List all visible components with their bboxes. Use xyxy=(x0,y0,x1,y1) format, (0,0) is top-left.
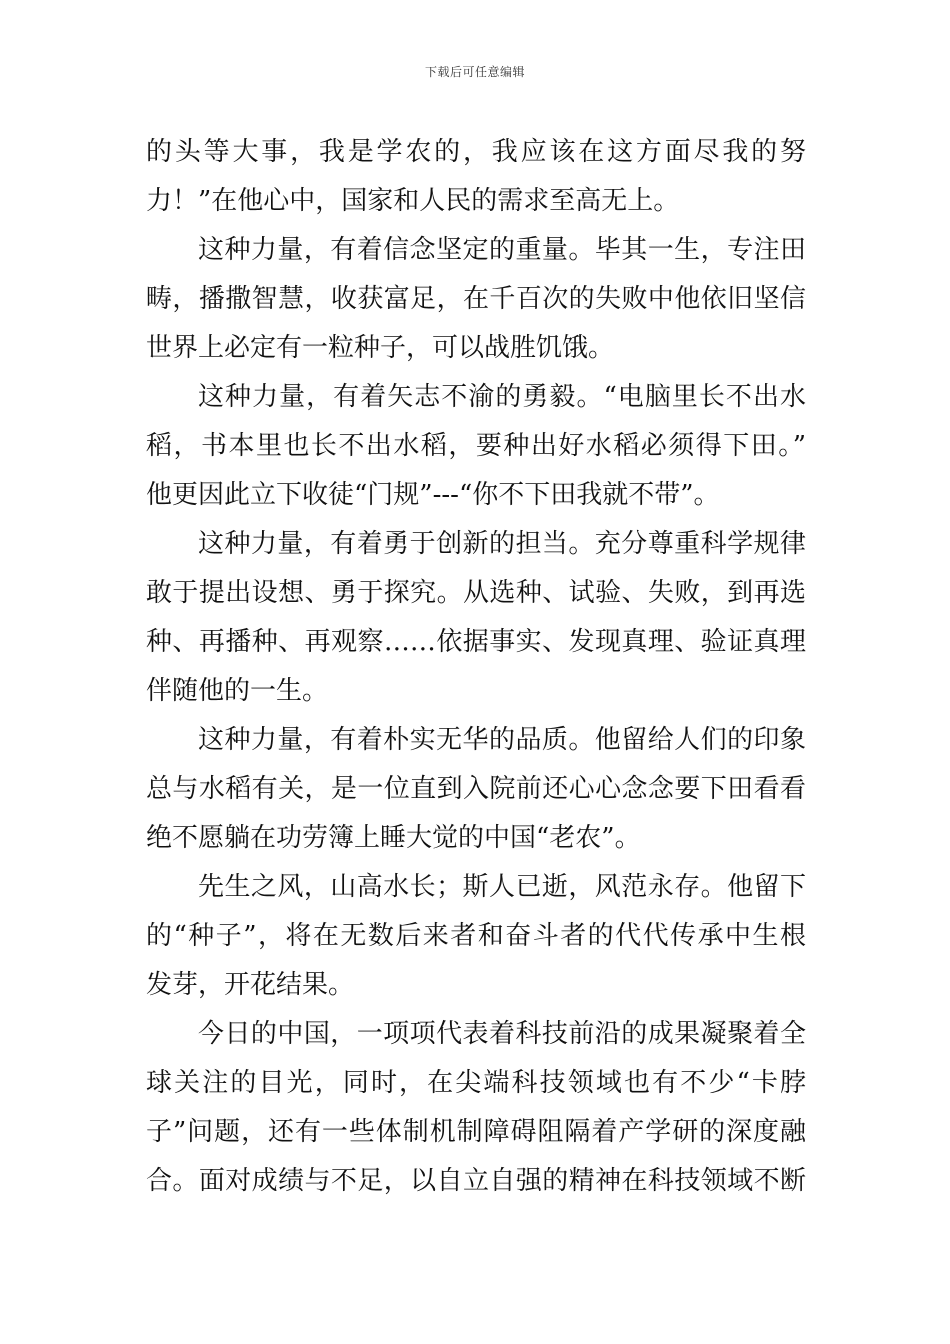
text-line: 敢于提出设想、勇于探究。从选种、试验、失败，到再选 xyxy=(146,578,806,608)
text-line: 的头等大事，我是学农的，我应该在这方面尽我的努 xyxy=(146,137,806,167)
text-line: 力！”在他心中，国家和人民的需求至高无上。 xyxy=(146,186,680,216)
paragraph xyxy=(146,373,806,520)
text-line: 他更因此立下收徒“门规”---“你不下田我就不带”。 xyxy=(146,480,720,510)
text-line: 合。面对成绩与不足，以自立自强的精神在科技领域不断 xyxy=(146,1166,806,1196)
text-line: 发芽，开花结果。 xyxy=(146,970,355,1000)
text-line: 伴随他的一生。 xyxy=(146,676,329,706)
paragraph xyxy=(146,520,806,716)
text-line: 世界上必定有一粒种子，可以战胜饥饿。 xyxy=(146,333,615,363)
document-body xyxy=(146,128,806,1206)
text-line: 先生之风，山高水长；斯人已逝，风范永存。他留下 xyxy=(198,872,806,902)
text-line: 这种力量，有着朴实无华的品质。他留给人们的印象 xyxy=(198,725,806,755)
paragraph xyxy=(146,128,806,226)
page-header-note: 下载后可任意编辑 xyxy=(424,65,525,79)
text-line: 总与水稻有关，是一位直到入院前还心心念念要下田看看 xyxy=(146,774,806,804)
text-line: 这种力量，有着勇于创新的担当。充分尊重科学规律 xyxy=(198,529,806,559)
text-line: 今日的中国，一项项代表着科技前沿的成果凝聚着全 xyxy=(198,1019,806,1049)
text-line: 子”问题，还有一些体制机制障碍阻隔着产学研的深度融 xyxy=(146,1117,806,1147)
text-line: 稻，书本里也长不出水稻，要种出好水稻必须得下田。” xyxy=(146,431,806,461)
text-line: 种、再播种、再观察……依据事实、发现真理、验证真理 xyxy=(146,627,806,657)
paragraph xyxy=(146,863,806,1010)
text-line: 这种力量，有着矢志不渝的勇毅。“电脑里长不出水 xyxy=(198,382,806,412)
text-line: 畴，播撒智慧，收获富足，在千百次的失败中他依旧坚信 xyxy=(146,284,806,314)
paragraph xyxy=(146,1010,806,1206)
text-line: 这种力量，有着信念坚定的重量。毕其一生，专注田 xyxy=(198,235,806,265)
text-line: 的“种子”，将在无数后来者和奋斗者的代代传承中生根 xyxy=(146,921,806,951)
text-line: 绝不愿躺在功劳簿上睡大觉的中国“老农”。 xyxy=(146,823,641,853)
text-line: 球关注的目光，同时，在尖端科技领域也有不少“卡脖 xyxy=(146,1068,806,1098)
paragraph xyxy=(146,716,806,863)
paragraph xyxy=(146,226,806,373)
